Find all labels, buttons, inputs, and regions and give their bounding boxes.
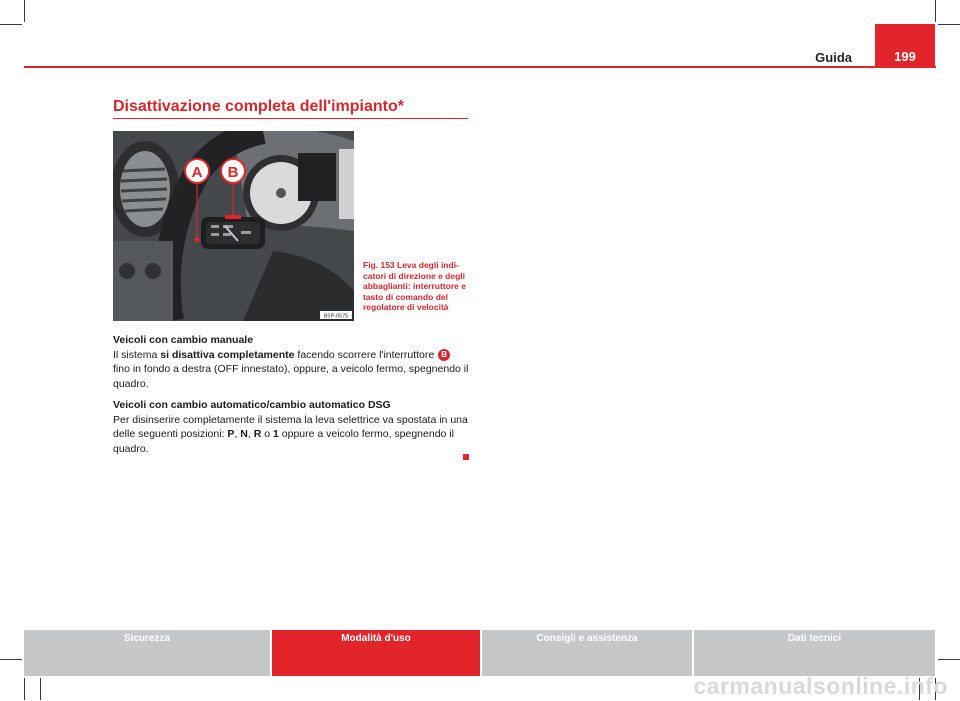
crop-mark bbox=[24, 678, 25, 700]
crop-mark bbox=[938, 24, 960, 25]
footer-tab-modalita-duso[interactable] bbox=[272, 630, 480, 676]
footer-tab-dati-tecnici[interactable] bbox=[694, 630, 935, 676]
crop-mark bbox=[0, 659, 22, 660]
separator: o bbox=[261, 428, 273, 440]
crop-mark bbox=[40, 678, 41, 700]
footer-tab-label: Dati tecnici bbox=[787, 633, 842, 644]
figure-label-a: A bbox=[191, 164, 203, 181]
text-fragment: Per disinserire completamente il sistema la leva selettrice va spostata in una delle seguenti posizioni: bbox=[113, 413, 468, 440]
header-rule bbox=[24, 66, 936, 68]
reference-b-badge: B bbox=[438, 349, 450, 361]
footer-tab-label: Modalità d'uso bbox=[341, 633, 411, 644]
figure-code: B5P-0575 bbox=[323, 313, 349, 320]
separator: , bbox=[247, 428, 254, 440]
page-number: 199 bbox=[894, 49, 916, 64]
text-fragment: fino in fondo a destra (OFF innestato), oppure, a veicolo fermo, spegnendo il quadro. bbox=[113, 363, 469, 390]
text-fragment: facendo scorrere l'interruttore bbox=[294, 348, 438, 361]
heading-automatic: Veicoli con cambio automatico/cambio automatico DSG bbox=[113, 399, 391, 411]
gear-position-1: 1 bbox=[273, 428, 279, 440]
gear-position-r: R bbox=[253, 428, 262, 440]
figure-image bbox=[113, 131, 354, 321]
separator: , bbox=[234, 428, 241, 440]
crop-mark bbox=[935, 0, 936, 22]
section-end-marker bbox=[463, 454, 469, 460]
watermark: carmanualsonline.info bbox=[693, 673, 948, 699]
crop-mark bbox=[24, 0, 25, 22]
section-title: Disattivazione completa dell'impianto* bbox=[113, 98, 404, 115]
footer-tab-consigli-e-assistenza[interactable] bbox=[482, 630, 692, 676]
body-text bbox=[113, 333, 469, 463]
footer-tab-label: Sicurezza bbox=[123, 633, 171, 644]
gear-position-n: N bbox=[240, 428, 248, 440]
heading-manual: Veicoli con cambio manuale bbox=[113, 334, 254, 346]
gear-position-p: P bbox=[227, 428, 235, 440]
text-fragment: Il sistema bbox=[113, 348, 161, 361]
chapter-title: Guida bbox=[815, 50, 852, 65]
text-fragment: oppure a veicolo fermo, spegnendo il quadro. bbox=[113, 428, 454, 455]
figure-label-b: B bbox=[227, 164, 239, 181]
footer-tab-sicurezza[interactable] bbox=[24, 630, 270, 676]
page-number-box bbox=[875, 24, 935, 68]
crop-mark bbox=[938, 659, 960, 660]
figure-caption: Fig. 153 Leva degli indi-catori di direzione e degli abbaglianti: interruttore e tasto di comando del regolatore di velocità bbox=[363, 260, 466, 312]
text-emphasis: si disattiva completamente bbox=[160, 348, 295, 361]
crop-mark bbox=[0, 24, 22, 25]
section-rule bbox=[113, 118, 468, 119]
footer-tab-label: Consigli e assistenza bbox=[536, 633, 638, 644]
steering-column-illustration bbox=[113, 131, 354, 321]
